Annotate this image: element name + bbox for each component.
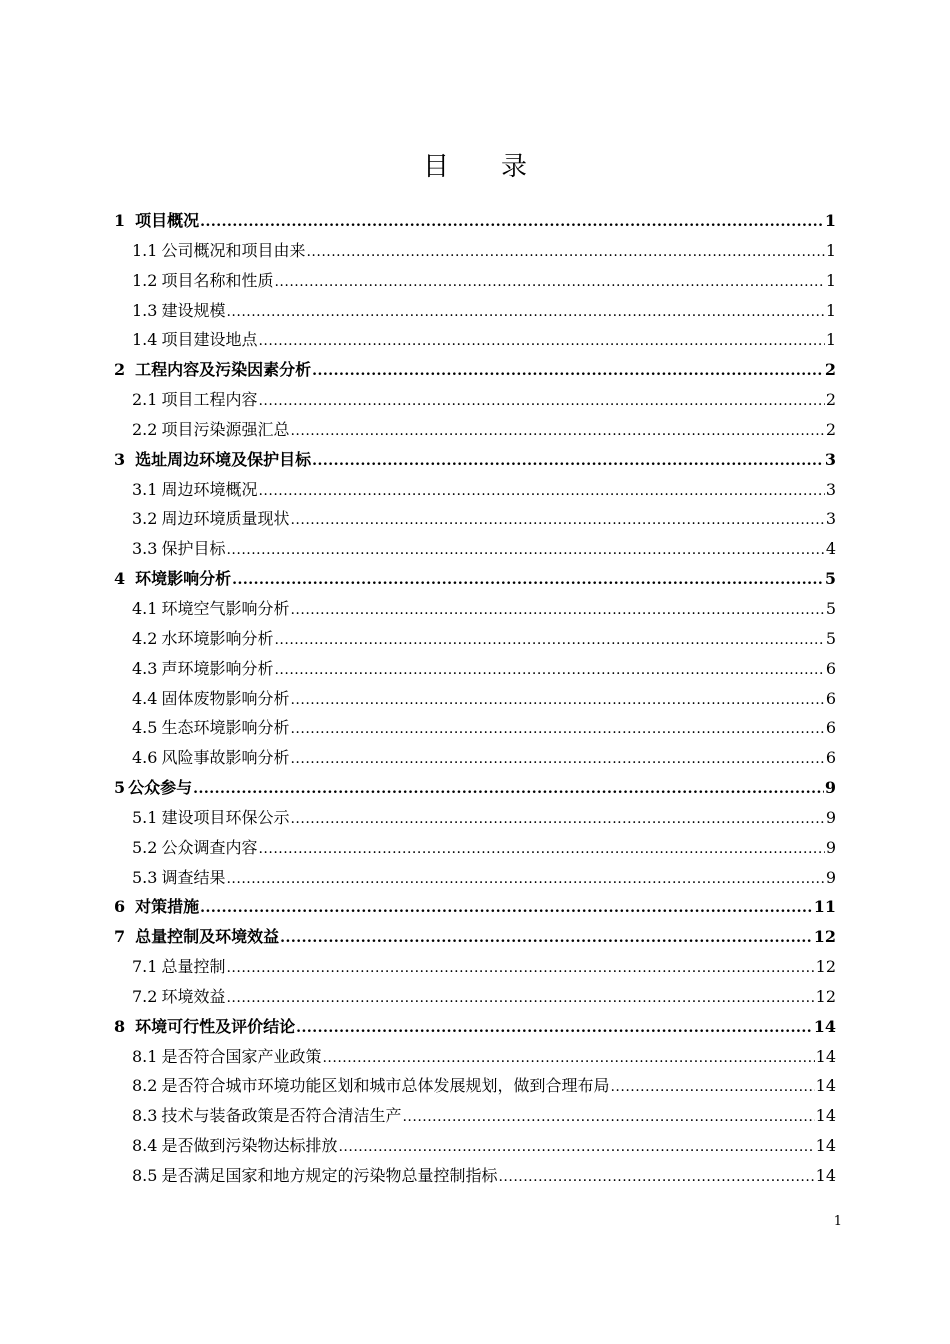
toc-entry-number: 3.1 — [132, 479, 158, 499]
toc-entry-number: 1.3 — [132, 300, 158, 320]
toc-entry-label: 总量控制 — [161, 957, 226, 977]
toc-dot-leader — [312, 447, 824, 477]
table-of-contents — [114, 206, 836, 1191]
toc-entry-number: 2.2 — [132, 419, 158, 439]
toc-section-entry[interactable] — [114, 1131, 836, 1161]
toc-entry-label: 环境可行性及评价结论 — [135, 1016, 296, 1036]
toc-section-entry[interactable] — [114, 504, 836, 534]
toc-section-entry[interactable] — [114, 1101, 836, 1131]
toc-entry-page: 14 — [815, 1076, 836, 1096]
toc-entry-number: 7 — [114, 927, 126, 947]
toc-dot-leader — [290, 506, 824, 536]
toc-entry-label: 水环境影响分析 — [161, 628, 274, 648]
toc-entry-page: 9 — [825, 807, 836, 827]
toc-entry-number: 4.2 — [132, 628, 158, 648]
toc-chapter-entry[interactable] — [114, 445, 836, 475]
toc-section-entry[interactable] — [114, 833, 836, 863]
toc-section-entry[interactable] — [114, 803, 836, 833]
toc-dot-leader — [290, 686, 824, 716]
toc-entry-number: 5 — [114, 778, 126, 798]
toc-entry-number: 8.4 — [132, 1136, 158, 1156]
toc-entry-page: 14 — [815, 1046, 836, 1066]
toc-entry-label: 总量控制及环境效益 — [135, 927, 280, 947]
toc-entry-number: 7.2 — [132, 986, 158, 1006]
toc-entry-label: 项目建设地点 — [161, 330, 258, 350]
toc-dot-leader — [610, 1073, 814, 1103]
toc-entry-number: 6 — [114, 897, 126, 917]
toc-entry-label: 是否符合国家产业政策 — [161, 1046, 322, 1066]
toc-entry-number: 7.1 — [132, 957, 158, 977]
toc-entry-page: 2 — [825, 390, 836, 410]
toc-dot-leader — [258, 835, 824, 865]
toc-entry-number: 1.1 — [132, 240, 158, 260]
toc-entry-number: 4 — [114, 569, 126, 589]
toc-chapter-entry[interactable] — [114, 564, 836, 594]
toc-section-entry[interactable] — [114, 952, 836, 982]
toc-entry-page: 14 — [815, 1106, 836, 1126]
toc-entry-number: 2.1 — [132, 390, 158, 410]
toc-section-entry[interactable] — [114, 296, 836, 326]
toc-entry-label: 周边环境概况 — [161, 479, 258, 499]
toc-entry-label: 对策措施 — [135, 897, 200, 917]
toc-entry-number: 4.1 — [132, 598, 158, 618]
toc-entry-label: 是否符合城市环境功能区划和城市总体发展规划，做到合理布局 — [161, 1076, 610, 1096]
toc-entry-number: 3.2 — [132, 509, 158, 529]
toc-section-entry[interactable] — [114, 743, 836, 773]
footer-page-number: 1 — [833, 1214, 842, 1229]
toc-entry-page: 1 — [825, 270, 836, 290]
toc-section-entry[interactable] — [114, 863, 836, 893]
toc-entry-page: 3 — [825, 479, 836, 499]
toc-dot-leader — [200, 208, 824, 238]
toc-entry-label: 技术与装备政策是否符合清洁生产 — [161, 1106, 402, 1126]
toc-entry-label: 建设规模 — [161, 300, 226, 320]
toc-entry-page: 6 — [825, 748, 836, 768]
toc-entry-label: 固体废物影响分析 — [161, 688, 290, 708]
toc-entry-page: 12 — [815, 957, 836, 977]
toc-entry-number: 5.2 — [132, 837, 158, 857]
toc-entry-number: 4.5 — [132, 718, 158, 738]
toc-dot-leader — [402, 1103, 814, 1133]
toc-entry-page: 12 — [815, 986, 836, 1006]
toc-entry-page: 2 — [824, 360, 836, 380]
toc-entry-label: 公众参与 — [128, 778, 193, 798]
toc-section-entry[interactable] — [114, 475, 836, 505]
toc-entry-number: 8.2 — [132, 1076, 158, 1096]
toc-entry-number: 2 — [114, 360, 126, 380]
toc-entry-page: 1 — [824, 211, 836, 230]
toc-entry-label: 风险事故影响分析 — [161, 748, 290, 768]
toc-dot-leader — [274, 626, 824, 656]
toc-entry-label: 是否满足国家和地方规定的污染物总量控制指标 — [161, 1166, 498, 1185]
toc-entry-number: 5.3 — [132, 867, 158, 887]
toc-entry-page: 9 — [825, 837, 836, 857]
toc-dot-leader — [226, 865, 824, 895]
toc-entry-label: 生态环境影响分析 — [161, 718, 290, 738]
toc-dot-leader — [290, 745, 824, 775]
toc-entry-label: 环境影响分析 — [135, 569, 232, 589]
toc-entry-page: 14 — [815, 1136, 836, 1156]
page-title-char-1: 目 — [422, 152, 449, 182]
toc-entry-number: 3.3 — [132, 539, 158, 559]
toc-entry-number: 5.1 — [132, 807, 158, 827]
toc-entry-label: 项目名称和性质 — [161, 270, 274, 290]
toc-entry-page: 3 — [824, 449, 836, 469]
toc-entry-number: 8.1 — [132, 1046, 158, 1066]
toc-entry-page: 14 — [815, 1166, 836, 1185]
toc-entry-page: 5 — [824, 569, 836, 589]
toc-dot-leader — [498, 1163, 814, 1193]
toc-dot-leader — [226, 954, 814, 984]
toc-section-entry[interactable] — [114, 654, 836, 684]
toc-entry-label: 保护目标 — [161, 539, 226, 559]
toc-chapter-entry[interactable] — [114, 773, 836, 803]
toc-entry-label: 公司概况和项目由来 — [161, 240, 306, 260]
toc-section-entry[interactable] — [114, 713, 836, 743]
toc-entry-page: 9 — [824, 778, 836, 798]
toc-dot-leader — [274, 268, 824, 298]
toc-section-entry[interactable] — [114, 236, 836, 266]
toc-dot-leader — [290, 417, 824, 447]
toc-dot-leader — [258, 327, 824, 357]
toc-section-entry[interactable] — [114, 534, 836, 564]
toc-entry-label: 调查结果 — [161, 867, 226, 887]
toc-dot-leader — [312, 357, 824, 387]
toc-dot-leader — [290, 805, 824, 835]
toc-entry-page: 4 — [825, 539, 836, 559]
toc-entry-label: 项目工程内容 — [161, 390, 258, 410]
toc-dot-leader — [296, 1014, 813, 1044]
toc-chapter-entry[interactable] — [114, 922, 836, 952]
toc-dot-leader — [322, 1044, 814, 1074]
toc-entry-number: 4.6 — [132, 748, 158, 768]
toc-section-entry[interactable] — [114, 1042, 836, 1072]
toc-entry-label: 环境效益 — [161, 986, 226, 1006]
toc-section-entry[interactable] — [114, 1161, 836, 1191]
toc-section-entry[interactable] — [114, 982, 836, 1012]
toc-entry-number: 1.2 — [132, 270, 158, 290]
toc-entry-number: 1.4 — [132, 330, 158, 350]
toc-dot-leader — [280, 924, 813, 954]
toc-entry-page: 6 — [825, 658, 836, 678]
toc-entry-label: 公众调查内容 — [161, 837, 258, 857]
toc-section-entry[interactable] — [114, 325, 836, 355]
toc-entry-page: 1 — [825, 330, 836, 350]
page-title — [0, 146, 950, 183]
toc-entry-page: 14 — [813, 1016, 836, 1036]
toc-dot-leader — [226, 298, 824, 328]
toc-entry-label: 周边环境质量现状 — [161, 509, 290, 529]
toc-entry-label: 是否做到污染物达标排放 — [161, 1136, 338, 1156]
toc-chapter-entry[interactable] — [114, 206, 836, 236]
toc-entry-page: 1 — [825, 240, 836, 260]
toc-entry-page: 12 — [813, 927, 836, 947]
toc-dot-leader — [258, 477, 824, 507]
toc-dot-leader — [338, 1133, 814, 1163]
toc-entry-number: 3 — [114, 449, 126, 469]
toc-entry-page: 2 — [825, 419, 836, 439]
toc-entry-page: 1 — [825, 300, 836, 320]
toc-entry-label: 环境空气影响分析 — [161, 598, 290, 618]
toc-entry-page: 9 — [825, 867, 836, 887]
toc-dot-leader — [306, 238, 824, 268]
toc-dot-leader — [232, 566, 824, 596]
toc-section-entry[interactable] — [114, 1071, 836, 1101]
toc-entry-number: 1 — [114, 211, 126, 230]
toc-section-entry[interactable] — [114, 684, 836, 714]
toc-entry-page: 3 — [825, 509, 836, 529]
toc-entry-label: 建设项目环保公示 — [161, 807, 290, 827]
toc-dot-leader — [258, 387, 824, 417]
toc-dot-leader — [226, 984, 814, 1014]
toc-entry-number: 8.3 — [132, 1106, 158, 1126]
toc-entry-label: 选址周边环境及保护目标 — [135, 449, 312, 469]
toc-entry-number: 4.3 — [132, 658, 158, 678]
toc-section-entry[interactable] — [114, 385, 836, 415]
toc-dot-leader — [200, 894, 813, 924]
toc-entry-number: 4.4 — [132, 688, 158, 708]
toc-entry-page: 11 — [813, 897, 836, 917]
toc-entry-label: 工程内容及污染因素分析 — [135, 360, 312, 380]
toc-entry-page: 6 — [825, 688, 836, 708]
toc-dot-leader — [290, 596, 824, 626]
toc-section-entry[interactable] — [114, 594, 836, 624]
toc-entry-label: 项目污染源强汇总 — [161, 419, 290, 439]
toc-dot-leader — [274, 656, 824, 686]
page-title-char-2: 录 — [501, 152, 528, 182]
toc-entry-label: 声环境影响分析 — [161, 658, 274, 678]
toc-entry-number: 8.5 — [132, 1166, 158, 1185]
toc-entry-page: 5 — [825, 598, 836, 618]
toc-entry-label: 项目概况 — [135, 211, 200, 230]
toc-section-entry[interactable] — [114, 415, 836, 445]
toc-dot-leader — [290, 715, 824, 745]
toc-dot-leader — [193, 775, 824, 805]
toc-section-entry[interactable] — [114, 266, 836, 296]
toc-chapter-entry[interactable] — [114, 892, 836, 922]
toc-chapter-entry[interactable] — [114, 1012, 836, 1042]
toc-entry-number: 8 — [114, 1016, 126, 1036]
toc-chapter-entry[interactable] — [114, 355, 836, 385]
toc-entry-page: 6 — [825, 718, 836, 738]
toc-section-entry[interactable] — [114, 624, 836, 654]
toc-entry-page: 5 — [825, 628, 836, 648]
toc-dot-leader — [226, 536, 824, 566]
